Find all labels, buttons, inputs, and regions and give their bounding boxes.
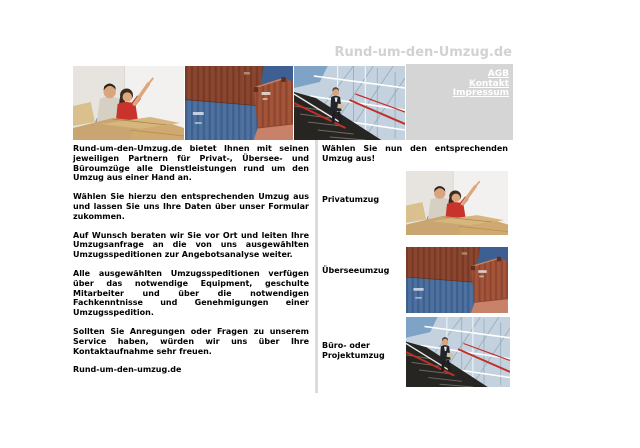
intro-text-column bbox=[73, 144, 309, 375]
option-image-ueberseeumzug[interactable] bbox=[406, 247, 508, 313]
nav-link-impressum[interactable]: Impressum bbox=[452, 88, 509, 98]
option-image-buero-projektumzug[interactable] bbox=[406, 317, 510, 387]
couple-moving-boxes-photo bbox=[73, 66, 184, 140]
office-building-stairs-photo bbox=[294, 66, 405, 140]
header-image-strip bbox=[73, 66, 405, 140]
column-divider bbox=[315, 140, 318, 393]
option-label-ueberseeumzug[interactable]: Überseeumzug bbox=[322, 266, 390, 275]
choose-move-heading: Wählen Sie nun den entsprechenden Umzug aus! bbox=[322, 144, 508, 163]
nav-link-agb[interactable]: AGB bbox=[487, 69, 509, 79]
site-title: Rund-um-den-Umzug.de bbox=[334, 45, 512, 60]
intro-paragraph-5: Sollten Sie Anregungen oder Fragen zu unserem Service haben, würden wir uns über Ihre Kontaktaufnahme sehr freuen. bbox=[73, 326, 309, 356]
option-image-privatumzug[interactable] bbox=[406, 171, 508, 235]
intro-paragraph-4: Alle ausgewählten Umzugsspeditionen verfügen über das notwendige Equipment, geschulte Mitarbeiter und über die notwendigen Fachkenntnisse und Genehmigungen einer Umzugsspedition. bbox=[73, 268, 309, 318]
nav-box bbox=[406, 64, 513, 140]
option-label-buero-projektumzug[interactable]: Büro- oder Projektumzug bbox=[322, 341, 385, 360]
intro-paragraph-2: Wählen Sie hierzu den entsprechenden Umzug aus und lassen Sie uns Ihre Daten über unser Formular zukommen. bbox=[73, 192, 309, 221]
brand-line: Rund-um-den-umzug.de bbox=[73, 365, 182, 375]
shipping-containers-photo bbox=[185, 66, 293, 140]
intro-paragraph-1: Rund-um-den-Umzug.de bietet Ihnen mit seinen jeweiligen Partnern für Privat-, Übersee- und Büroumzüge alle Dienstleistungen rund um den Umzug aus einer Hand an. bbox=[73, 144, 309, 183]
intro-paragraph-3: Auf Wunsch beraten wir Sie vor Ort und leiten Ihre Umzugsanfrage an die von uns ausgewählten Umzugsspeditionen zur Angebotsanalyse weiter. bbox=[73, 230, 309, 260]
option-label-privatumzug[interactable]: Privatumzug bbox=[322, 195, 380, 204]
nav-link-kontakt[interactable]: Kontakt bbox=[468, 78, 509, 89]
